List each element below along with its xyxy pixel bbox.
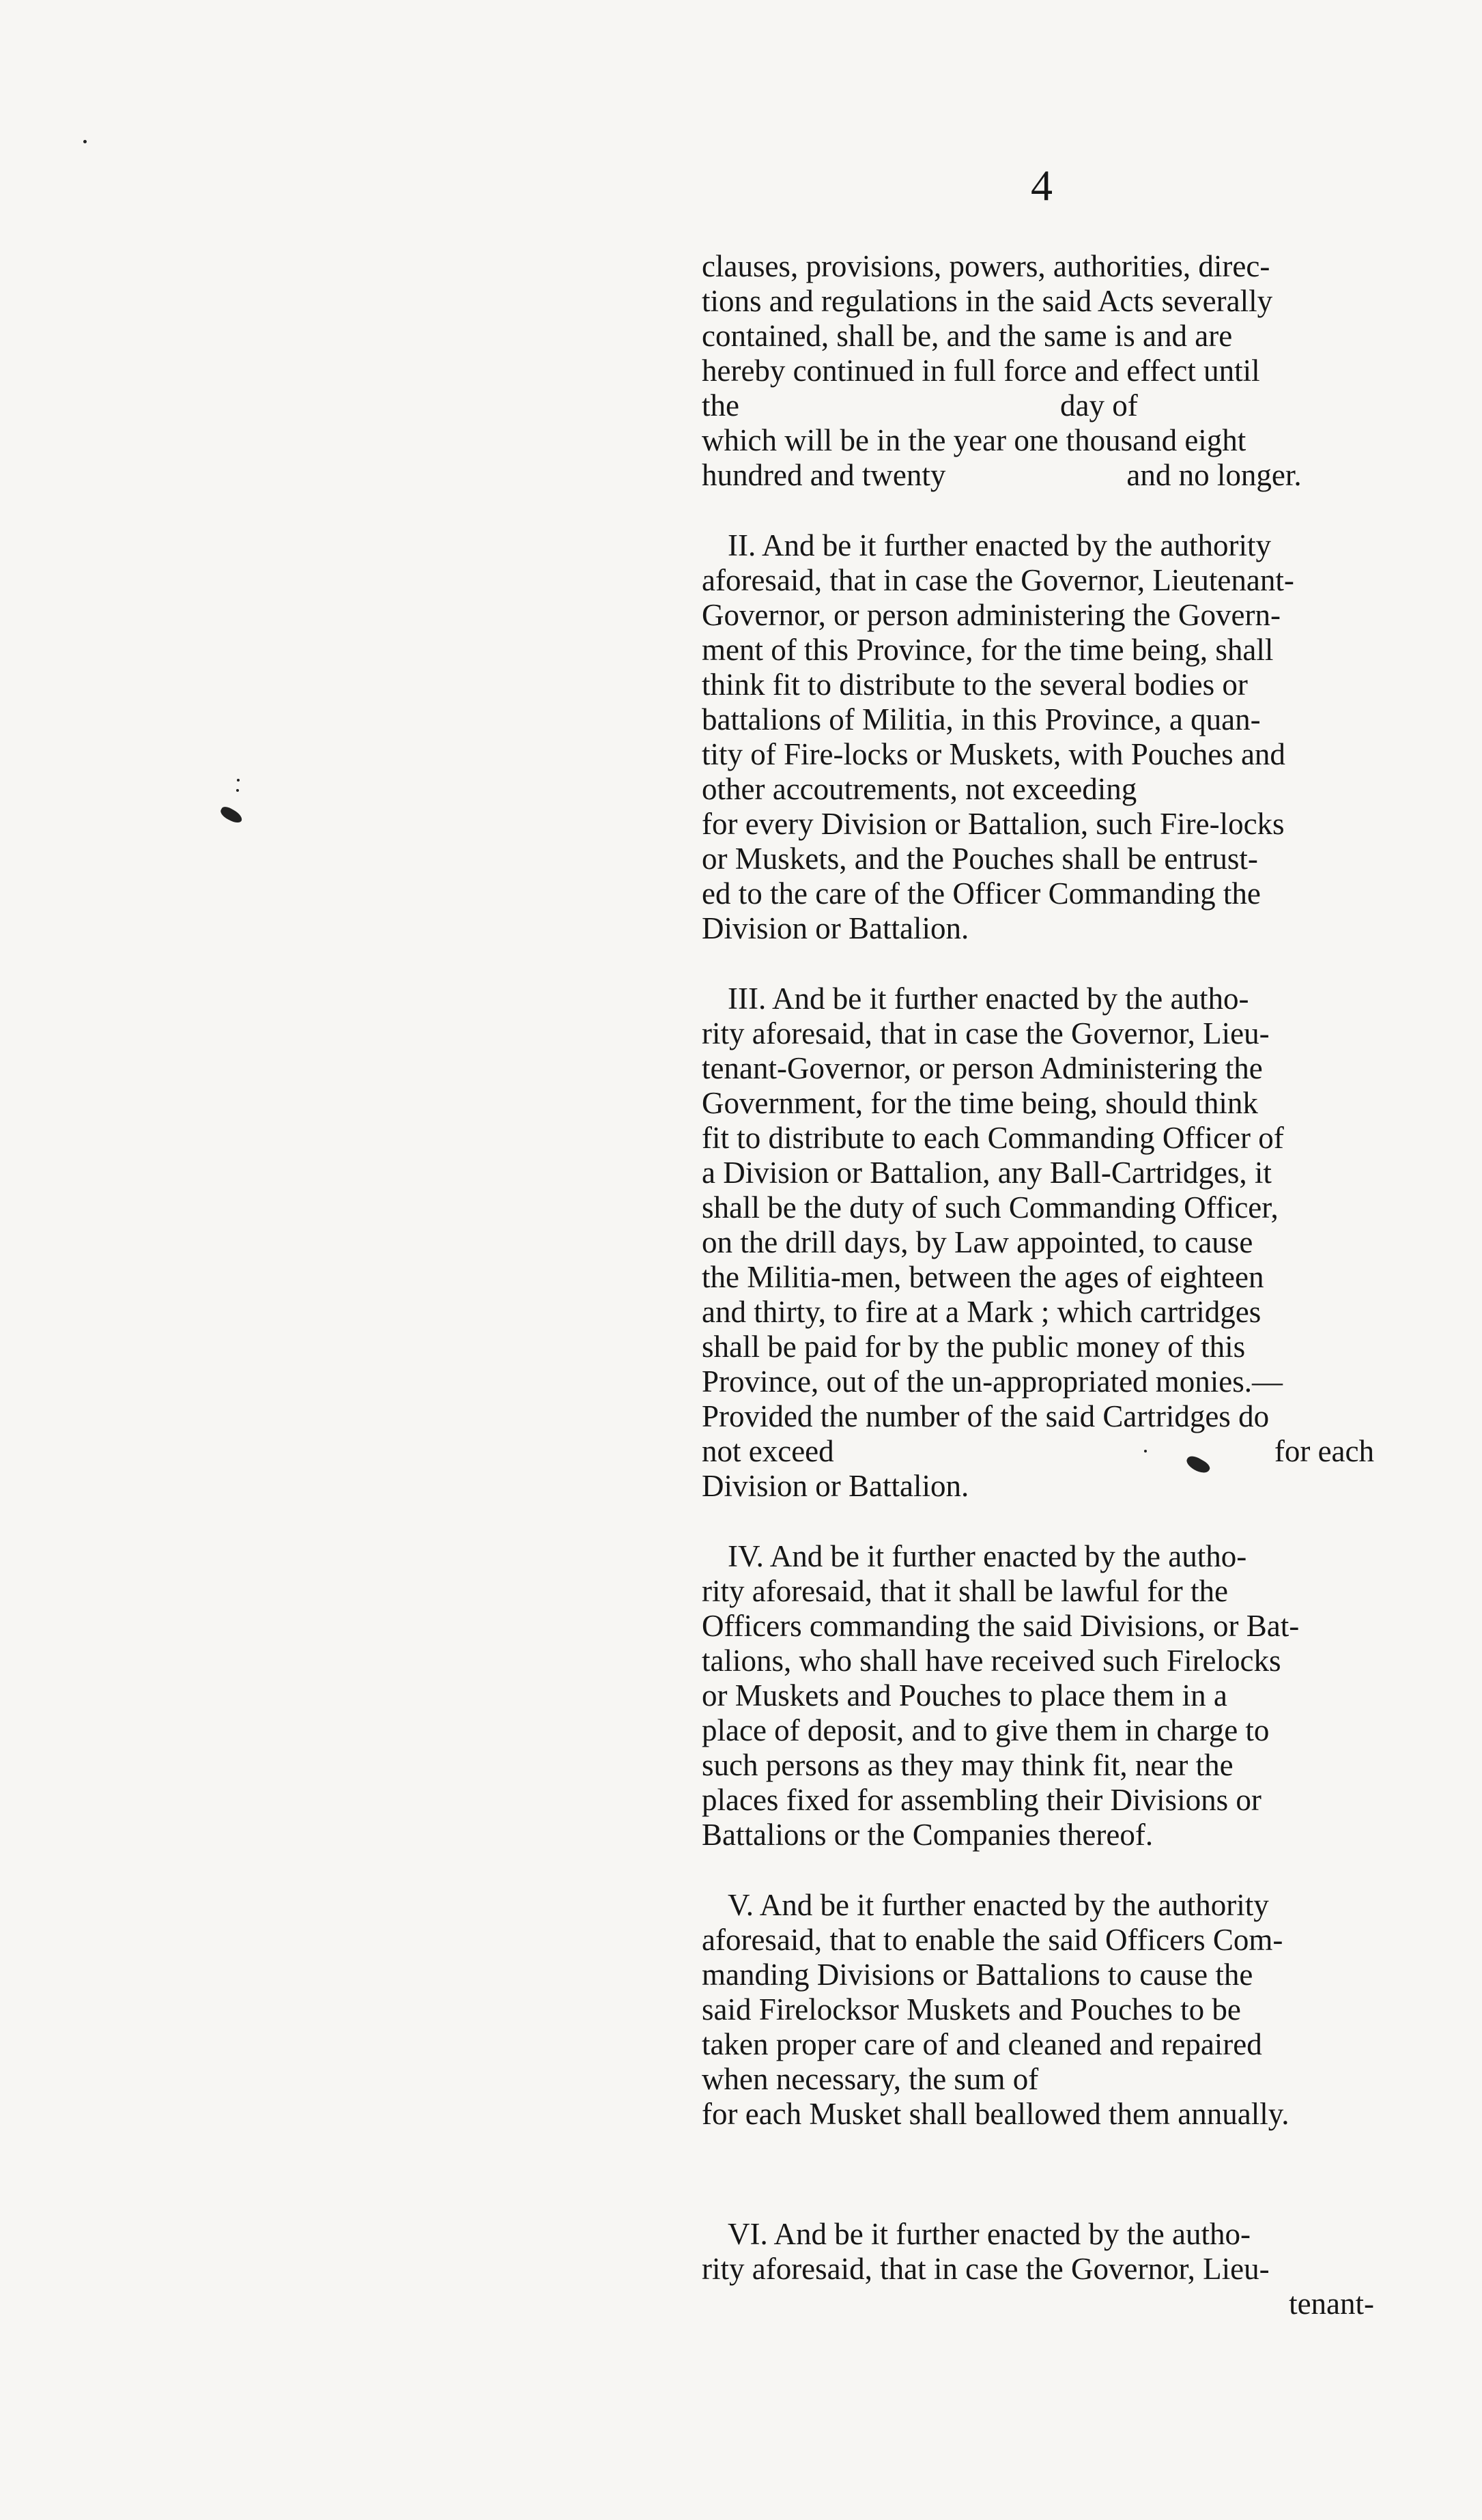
text-line: when necessary, the sum of [702,2062,1039,2096]
text-line: said Firelocksor Muskets and Pouches to be [702,1992,1241,2027]
ink-blot [218,805,244,825]
text-line: think fit to distribute to the several bodies or [702,668,1248,702]
paragraph-3 [702,982,1374,1504]
text-line: a Division or Battalion, any Ball-Cartridges, it [702,1156,1272,1190]
ink-speck [237,779,240,782]
text-line: ment of this Province, for the time being, shall [702,633,1274,667]
text-line: rity aforesaid, that in case the Governor, Lieu- [702,1016,1270,1050]
text-line: on the drill days, by Law appointed, to cause [702,1225,1253,1259]
text-line: rity aforesaid, that in case the Governor, Lieu- [702,2252,1270,2286]
text-line: or Muskets and Pouches to place them in a [702,1678,1227,1713]
paragraph-2 [702,528,1374,946]
text-line: place of deposit, and to give them in charge to [702,1713,1270,1747]
ink-speck [83,140,87,143]
ink-speck [236,789,239,792]
text-line: clauses, provisions, powers, authorities, direc- [702,249,1270,283]
ink-speck [1144,1450,1147,1452]
text-line-with-blank: the day of [702,388,1138,423]
text-line: V. And be it further enacted by the authority [728,1888,1269,1922]
paragraph-6 [702,2217,1374,2321]
text-line: places fixed for assembling their Divisions or [702,1783,1262,1817]
text-line: and thirty, to fire at a Mark ; which cartridges [702,1295,1262,1329]
catchword: tenant- [1289,2287,1374,2321]
text-line: VI. And be it further enacted by the autho- [728,2217,1251,2251]
paragraph-5 [702,1888,1374,2132]
text-line: battalions of Militia, in this Province, a quan- [702,702,1261,736]
text-line: manding Divisions or Battalions to cause the [702,1958,1253,1992]
text-line: IV. And be it further enacted by the autho- [728,1539,1247,1573]
text-line: shall be the duty of such Commanding Officer, [702,1190,1279,1225]
text-line: hereby continued in full force and effect until [702,354,1260,388]
text-line: such persons as they may think fit, near the [702,1748,1234,1782]
text-line: rity aforesaid, that it shall be lawful for the [702,1574,1228,1608]
paragraph-4 [702,1539,1374,1852]
text-line: aforesaid, that in case the Governor, Lieutenant- [702,563,1294,597]
text-line: other accoutrements, not exceeding [702,772,1137,806]
text-line: Division or Battalion. [702,911,969,945]
blank-space [945,458,1126,493]
paragraph-1 [702,249,1374,493]
text-line-with-blank: not exceed for each [702,1434,1374,1468]
text-line: tenant-Governor, or person Administering the [702,1051,1263,1085]
text-line: Division or Battalion. [702,1469,969,1503]
text-line: contained, shall be, and the same is and are [702,319,1233,353]
text-line: talions, who shall have received such Firelocks [702,1644,1281,1678]
text-column [702,249,1374,2321]
text-line: Provided the number of the said Cartridges do [702,1399,1270,1433]
text-line: taken proper care of and cleaned and repaired [702,2027,1262,2061]
text-line: Government, for the time being, should think [702,1086,1258,1120]
text-line: fit to distribute to each Commanding Officer of [702,1121,1284,1155]
text-line: for every Division or Battalion, such Fire-locks [702,807,1285,841]
text-line: Battalions or the Companies thereof. [702,1818,1154,1852]
text-line-with-blank: hundred and twenty and no longer. [702,458,1302,492]
text-line: shall be paid for by the public money of this [702,1330,1246,1364]
blank-space [739,388,1060,423]
text-line: II. And be it further enacted by the authority [728,528,1271,562]
text-line: for each Musket shall beallowed them annually. [702,2097,1289,2131]
text-line: Officers commanding the said Divisions, or Bat- [702,1609,1300,1643]
text-line: tity of Fire-locks or Muskets, with Pouches and [702,737,1285,771]
text-line: Province, out of the un-appropriated monies.— [702,1364,1283,1399]
text-line: III. And be it further enacted by the autho- [728,982,1249,1016]
text-line: the Militia-men, between the ages of eighteen [702,1260,1264,1294]
text-line: Governor, or person administering the Govern- [702,598,1281,632]
text-line: which will be in the year one thousand eight [702,423,1246,457]
text-line: or Muskets, and the Pouches shall be entrust- [702,842,1258,876]
text-line: tions and regulations in the said Acts severally [702,284,1273,318]
text-line: ed to the care of the Officer Commanding the [702,876,1261,911]
page-number: 4 [1031,161,1053,210]
text-line: aforesaid, that to enable the said Officers Com- [702,1923,1283,1957]
